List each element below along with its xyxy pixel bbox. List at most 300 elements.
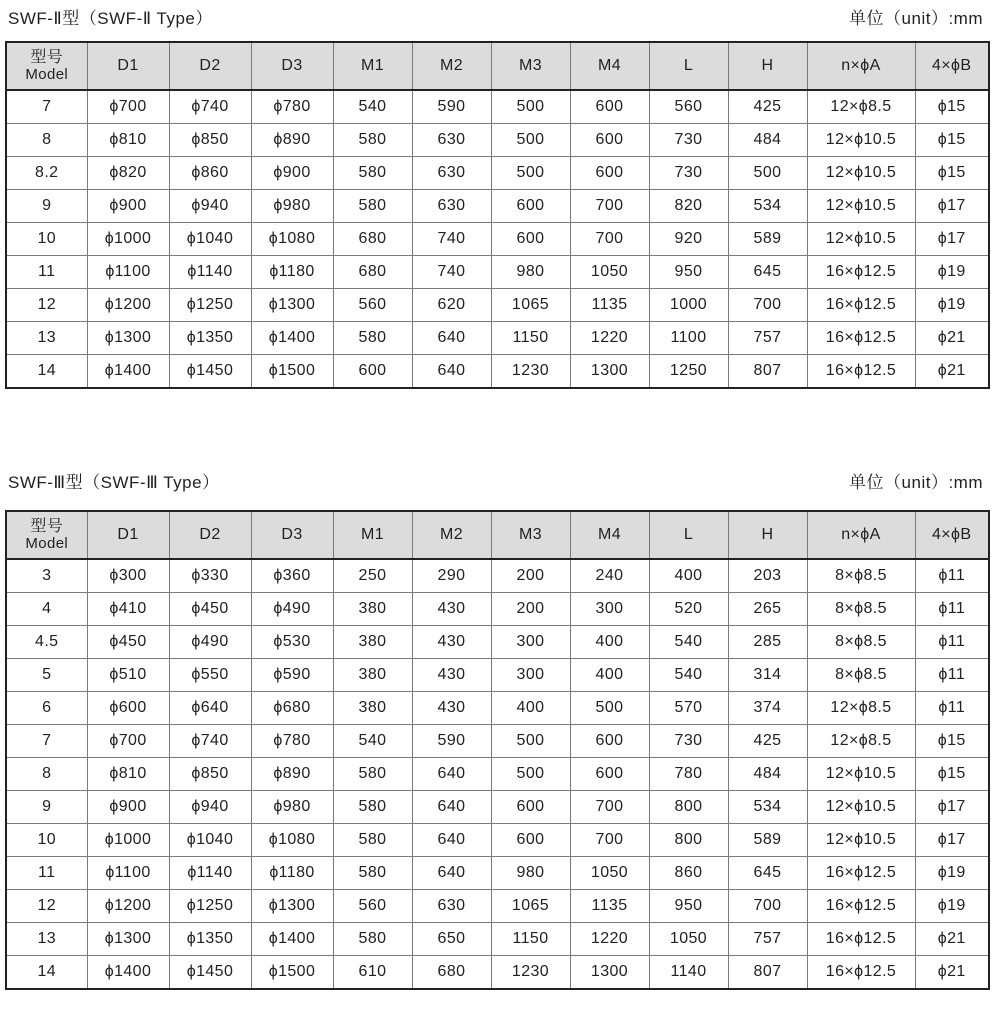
table-cell: 950	[649, 890, 728, 923]
table-cell: 16×ϕ12.5	[807, 322, 915, 355]
table-cell: 1000	[649, 289, 728, 322]
table-cell: 11	[6, 256, 87, 289]
table-cell: 430	[412, 659, 491, 692]
table-cell: 1135	[570, 289, 649, 322]
table-cell: 484	[728, 124, 807, 157]
table-cell: 680	[333, 223, 412, 256]
table-cell: ϕ410	[87, 593, 169, 626]
table-cell: 7	[6, 90, 87, 124]
table-cell: ϕ15	[915, 725, 989, 758]
table-cell: 589	[728, 824, 807, 857]
table-cell: ϕ980	[251, 190, 333, 223]
table-cell: 8×ϕ8.5	[807, 593, 915, 626]
section-header-swf-3	[0, 464, 993, 492]
table-cell: ϕ1180	[251, 857, 333, 890]
table-cell: ϕ360	[251, 559, 333, 593]
table-cell: 580	[333, 824, 412, 857]
table-row	[6, 857, 989, 890]
table-cell: 11	[6, 857, 87, 890]
table-cell: 1050	[570, 256, 649, 289]
column-header: 型号 Model	[6, 511, 87, 559]
table-cell: 1250	[649, 355, 728, 389]
table-cell: 1065	[491, 289, 570, 322]
spec-table-swf-2	[5, 41, 990, 389]
table-cell: 757	[728, 923, 807, 956]
table-row	[6, 923, 989, 956]
column-header: L	[649, 511, 728, 559]
table-cell: 300	[491, 626, 570, 659]
table-body	[6, 90, 989, 388]
table-cell: ϕ330	[169, 559, 251, 593]
table-cell: 600	[491, 190, 570, 223]
column-header: M2	[412, 42, 491, 90]
table-row	[6, 692, 989, 725]
table-cell: 1150	[491, 923, 570, 956]
table-cell: ϕ1300	[87, 923, 169, 956]
table-cell: 400	[491, 692, 570, 725]
table-cell: 290	[412, 559, 491, 593]
table-cell: 860	[649, 857, 728, 890]
table-cell: 640	[412, 758, 491, 791]
column-header: D3	[251, 511, 333, 559]
table-cell: 700	[728, 289, 807, 322]
table-row	[6, 559, 989, 593]
table-cell: ϕ17	[915, 223, 989, 256]
table-row	[6, 190, 989, 223]
table-cell: ϕ21	[915, 956, 989, 990]
table-cell: ϕ1040	[169, 223, 251, 256]
table-cell: ϕ900	[251, 157, 333, 190]
table-cell: ϕ21	[915, 923, 989, 956]
table-cell: ϕ1400	[87, 355, 169, 389]
table-cell: 8×ϕ8.5	[807, 659, 915, 692]
table-cell: ϕ17	[915, 824, 989, 857]
table-row	[6, 355, 989, 389]
table-cell: 285	[728, 626, 807, 659]
table-cell: 640	[412, 824, 491, 857]
table-cell: ϕ550	[169, 659, 251, 692]
table-cell: 800	[649, 791, 728, 824]
table-cell: ϕ700	[87, 725, 169, 758]
table-cell: ϕ1300	[87, 322, 169, 355]
table-cell: 1150	[491, 322, 570, 355]
table-cell: 1230	[491, 956, 570, 990]
table-cell: ϕ11	[915, 593, 989, 626]
table-cell: 13	[6, 923, 87, 956]
table-cell: 645	[728, 857, 807, 890]
table-cell: ϕ820	[87, 157, 169, 190]
table-cell: 740	[412, 223, 491, 256]
table-cell: ϕ530	[251, 626, 333, 659]
column-header: D3	[251, 42, 333, 90]
table-cell: 250	[333, 559, 412, 593]
table-cell: 730	[649, 725, 728, 758]
table-row	[6, 593, 989, 626]
table-cell: 13	[6, 322, 87, 355]
column-header: M4	[570, 511, 649, 559]
table-cell: 520	[649, 593, 728, 626]
table-cell: 8×ϕ8.5	[807, 626, 915, 659]
table-cell: 645	[728, 256, 807, 289]
table-cell: ϕ940	[169, 791, 251, 824]
column-header: D1	[87, 511, 169, 559]
table-cell: 700	[570, 190, 649, 223]
table-cell: 600	[570, 157, 649, 190]
table-cell: ϕ810	[87, 758, 169, 791]
table-cell: 630	[412, 157, 491, 190]
table-cell: 590	[412, 725, 491, 758]
table-cell: 500	[491, 124, 570, 157]
table-cell: ϕ900	[87, 190, 169, 223]
table-cell: 200	[491, 593, 570, 626]
column-header: 型号 Model	[6, 42, 87, 90]
table-row	[6, 791, 989, 824]
table-cell: ϕ900	[87, 791, 169, 824]
column-header: M3	[491, 511, 570, 559]
table-cell: 630	[412, 190, 491, 223]
table-cell: 300	[570, 593, 649, 626]
table-cell: ϕ940	[169, 190, 251, 223]
table-cell: ϕ490	[251, 593, 333, 626]
table-cell: 600	[570, 725, 649, 758]
table-cell: 430	[412, 692, 491, 725]
table-cell: 600	[570, 90, 649, 124]
table-cell: ϕ1250	[169, 289, 251, 322]
table-cell: ϕ510	[87, 659, 169, 692]
table-cell: ϕ15	[915, 90, 989, 124]
table-row	[6, 956, 989, 990]
table-cell: ϕ21	[915, 355, 989, 389]
table-cell: 12×ϕ10.5	[807, 824, 915, 857]
table-cell: 1135	[570, 890, 649, 923]
table-cell: 589	[728, 223, 807, 256]
table-cell: 540	[333, 725, 412, 758]
table-cell: 12×ϕ8.5	[807, 692, 915, 725]
table-cell: 600	[491, 223, 570, 256]
table-cell: 580	[333, 758, 412, 791]
table-cell: 16×ϕ12.5	[807, 857, 915, 890]
table-cell: 1220	[570, 322, 649, 355]
table-cell: ϕ850	[169, 758, 251, 791]
table-cell: 12×ϕ10.5	[807, 791, 915, 824]
table-cell: 540	[649, 659, 728, 692]
table-cell: 8	[6, 758, 87, 791]
table-cell: ϕ1140	[169, 857, 251, 890]
table-row	[6, 758, 989, 791]
column-header: n×ϕA	[807, 42, 915, 90]
spec-table-swf-3	[5, 510, 990, 990]
table-cell: ϕ810	[87, 124, 169, 157]
table-cell: ϕ1300	[251, 890, 333, 923]
table-cell: 1230	[491, 355, 570, 389]
unit-label: 单位（unit）:mm	[849, 473, 983, 492]
table-cell: 590	[412, 90, 491, 124]
table-cell: 630	[412, 890, 491, 923]
table-cell: 500	[570, 692, 649, 725]
table-cell: 12×ϕ10.5	[807, 758, 915, 791]
table-cell: 380	[333, 626, 412, 659]
table-cell: ϕ1350	[169, 322, 251, 355]
table-cell: 580	[333, 190, 412, 223]
table-cell: 600	[570, 758, 649, 791]
table-cell: 12×ϕ10.5	[807, 157, 915, 190]
table-cell: 9	[6, 190, 87, 223]
table-cell: ϕ15	[915, 124, 989, 157]
table-cell: 300	[491, 659, 570, 692]
table-cell: 1140	[649, 956, 728, 990]
table-cell: 600	[570, 124, 649, 157]
table-row	[6, 157, 989, 190]
table-cell: 600	[491, 791, 570, 824]
table-row	[6, 90, 989, 124]
table-cell: 16×ϕ12.5	[807, 355, 915, 389]
table-cell: 1300	[570, 956, 649, 990]
table-cell: 374	[728, 692, 807, 725]
table-cell: 650	[412, 923, 491, 956]
table-cell: ϕ17	[915, 791, 989, 824]
table-cell: 380	[333, 593, 412, 626]
table-cell: 580	[333, 124, 412, 157]
table-row	[6, 256, 989, 289]
table-cell: ϕ1350	[169, 923, 251, 956]
table-cell: 580	[333, 157, 412, 190]
table-cell: ϕ1400	[87, 956, 169, 990]
table-cell: ϕ980	[251, 791, 333, 824]
table-cell: 10	[6, 223, 87, 256]
table-cell: 800	[649, 824, 728, 857]
table-cell: ϕ1000	[87, 223, 169, 256]
table-cell: ϕ860	[169, 157, 251, 190]
table-cell: 640	[412, 791, 491, 824]
table-cell: ϕ450	[87, 626, 169, 659]
table-cell: 630	[412, 124, 491, 157]
table-cell: ϕ600	[87, 692, 169, 725]
table-cell: 700	[728, 890, 807, 923]
table-cell: ϕ780	[251, 90, 333, 124]
table-cell: 8	[6, 124, 87, 157]
table-cell: 620	[412, 289, 491, 322]
table-cell: 425	[728, 725, 807, 758]
table-cell: 500	[491, 90, 570, 124]
table-cell: 920	[649, 223, 728, 256]
table-cell: 6	[6, 692, 87, 725]
table-cell: 950	[649, 256, 728, 289]
table-cell: 200	[491, 559, 570, 593]
table-cell: 500	[491, 758, 570, 791]
table-row	[6, 725, 989, 758]
table-cell: 757	[728, 322, 807, 355]
table-cell: ϕ11	[915, 559, 989, 593]
table-cell: 400	[649, 559, 728, 593]
table-cell: 807	[728, 956, 807, 990]
unit-label: 单位（unit）:mm	[849, 9, 983, 28]
table-cell: 380	[333, 692, 412, 725]
table-cell: ϕ17	[915, 190, 989, 223]
table-cell: 780	[649, 758, 728, 791]
table-cell: ϕ19	[915, 857, 989, 890]
table-cell: 14	[6, 956, 87, 990]
table-cell: ϕ740	[169, 90, 251, 124]
table-cell: ϕ19	[915, 890, 989, 923]
table-cell: 14	[6, 355, 87, 389]
table-cell: 600	[333, 355, 412, 389]
table-cell: ϕ450	[169, 593, 251, 626]
table-cell: 12×ϕ8.5	[807, 725, 915, 758]
table-cell: 560	[649, 90, 728, 124]
table-cell: ϕ11	[915, 692, 989, 725]
table-cell: 700	[570, 791, 649, 824]
table-row	[6, 659, 989, 692]
column-header: M1	[333, 511, 412, 559]
table-cell: 1065	[491, 890, 570, 923]
table-cell: 16×ϕ12.5	[807, 256, 915, 289]
table-header-row	[6, 511, 989, 559]
table-row	[6, 322, 989, 355]
table-cell: ϕ1400	[251, 322, 333, 355]
table-cell: 4	[6, 593, 87, 626]
table-cell: 610	[333, 956, 412, 990]
table-row	[6, 626, 989, 659]
table-row	[6, 223, 989, 256]
table-cell: 500	[491, 157, 570, 190]
table-cell: ϕ11	[915, 626, 989, 659]
table-cell: 8×ϕ8.5	[807, 559, 915, 593]
table-cell: ϕ1450	[169, 355, 251, 389]
table-cell: 570	[649, 692, 728, 725]
table-cell: ϕ490	[169, 626, 251, 659]
table-cell: 980	[491, 857, 570, 890]
table-row	[6, 289, 989, 322]
table-header-row	[6, 42, 989, 90]
table-cell: 7	[6, 725, 87, 758]
table-cell: 700	[570, 824, 649, 857]
table-cell: ϕ890	[251, 758, 333, 791]
table-cell: ϕ1400	[251, 923, 333, 956]
table-cell: 807	[728, 355, 807, 389]
table-cell: 314	[728, 659, 807, 692]
table-cell: ϕ1500	[251, 355, 333, 389]
column-header: H	[728, 511, 807, 559]
table-cell: ϕ590	[251, 659, 333, 692]
table-cell: 16×ϕ12.5	[807, 923, 915, 956]
table-cell: 560	[333, 289, 412, 322]
table-cell: 10	[6, 824, 87, 857]
table-cell: 5	[6, 659, 87, 692]
table-cell: ϕ1250	[169, 890, 251, 923]
table-cell: 380	[333, 659, 412, 692]
table-cell: 580	[333, 857, 412, 890]
table-cell: ϕ640	[169, 692, 251, 725]
table-cell: ϕ1450	[169, 956, 251, 990]
table-cell: 700	[570, 223, 649, 256]
table-cell: ϕ1040	[169, 824, 251, 857]
table-cell: ϕ11	[915, 659, 989, 692]
section-title: SWF-Ⅱ型（SWF-Ⅱ Type）	[8, 9, 213, 28]
table-cell: ϕ1000	[87, 824, 169, 857]
table-cell: 640	[412, 355, 491, 389]
table-cell: ϕ1100	[87, 256, 169, 289]
table-cell: 400	[570, 626, 649, 659]
table-cell: ϕ1180	[251, 256, 333, 289]
table-cell: ϕ300	[87, 559, 169, 593]
table-cell: 600	[491, 824, 570, 857]
table-cell: 430	[412, 593, 491, 626]
table-cell: 12×ϕ10.5	[807, 223, 915, 256]
table-cell: 265	[728, 593, 807, 626]
table-cell: 980	[491, 256, 570, 289]
table-cell: 400	[570, 659, 649, 692]
table-cell: ϕ850	[169, 124, 251, 157]
table-cell: 1300	[570, 355, 649, 389]
table-cell: 203	[728, 559, 807, 593]
column-header: n×ϕA	[807, 511, 915, 559]
table-cell: ϕ1200	[87, 289, 169, 322]
table-cell: ϕ1100	[87, 857, 169, 890]
table-cell: 1220	[570, 923, 649, 956]
table-row	[6, 824, 989, 857]
table-cell: ϕ1080	[251, 223, 333, 256]
table-cell: ϕ1300	[251, 289, 333, 322]
column-header: M2	[412, 511, 491, 559]
table-cell: 680	[333, 256, 412, 289]
column-header: 4×ϕB	[915, 511, 989, 559]
table-cell: 16×ϕ12.5	[807, 289, 915, 322]
table-cell: ϕ15	[915, 758, 989, 791]
table-cell: 560	[333, 890, 412, 923]
table-cell: 730	[649, 124, 728, 157]
table-cell: 1050	[649, 923, 728, 956]
section-header-swf-2	[0, 0, 993, 28]
table-cell: ϕ700	[87, 90, 169, 124]
table-cell: 640	[412, 322, 491, 355]
table-cell: 12×ϕ10.5	[807, 124, 915, 157]
table-cell: 534	[728, 190, 807, 223]
table-cell: 640	[412, 857, 491, 890]
table-cell: 3	[6, 559, 87, 593]
table-cell: 9	[6, 791, 87, 824]
table-cell: 500	[491, 725, 570, 758]
column-header: D2	[169, 42, 251, 90]
column-header: L	[649, 42, 728, 90]
table-cell: ϕ19	[915, 289, 989, 322]
table-cell: ϕ1080	[251, 824, 333, 857]
table-cell: ϕ1500	[251, 956, 333, 990]
table-cell: 1050	[570, 857, 649, 890]
column-header: M4	[570, 42, 649, 90]
table-cell: 580	[333, 923, 412, 956]
table-cell: 16×ϕ12.5	[807, 890, 915, 923]
table-cell: 8.2	[6, 157, 87, 190]
table-cell: 12	[6, 289, 87, 322]
table-cell: 534	[728, 791, 807, 824]
table-cell: 12×ϕ10.5	[807, 190, 915, 223]
table-cell: ϕ19	[915, 256, 989, 289]
column-header: M3	[491, 42, 570, 90]
table-cell: 580	[333, 322, 412, 355]
table-cell: ϕ1200	[87, 890, 169, 923]
table-cell: 4.5	[6, 626, 87, 659]
table-cell: ϕ890	[251, 124, 333, 157]
table-cell: ϕ21	[915, 322, 989, 355]
column-header: 4×ϕB	[915, 42, 989, 90]
table-cell: 740	[412, 256, 491, 289]
table-cell: 730	[649, 157, 728, 190]
table-cell: 580	[333, 791, 412, 824]
table-cell: 12	[6, 890, 87, 923]
table-cell: 16×ϕ12.5	[807, 956, 915, 990]
table-cell: 540	[333, 90, 412, 124]
table-cell: 425	[728, 90, 807, 124]
